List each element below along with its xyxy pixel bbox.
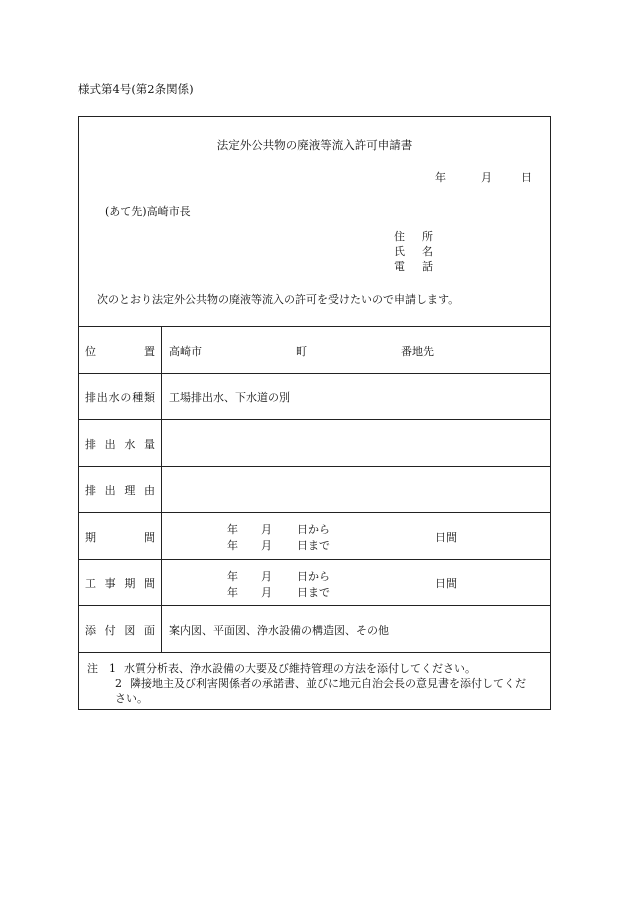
period-to-year: 年 <box>227 539 238 552</box>
work-period-from-year: 年 <box>227 570 238 583</box>
period-to-month: 月 <box>261 539 272 552</box>
phone-label: 電 話 <box>394 260 436 273</box>
date-year: 年 <box>435 171 446 184</box>
date-day: 日 <box>521 171 532 184</box>
location-lot: 番地先 <box>401 345 434 358</box>
divider <box>79 326 550 327</box>
divider <box>79 373 550 374</box>
note-2-number: 2 <box>115 677 122 690</box>
period-from-year: 年 <box>227 523 238 536</box>
notes <box>87 661 526 706</box>
date-month: 月 <box>481 171 492 184</box>
date-line <box>435 169 532 185</box>
application-statement: 次のとおり法定外公共物の廃液等流入の許可を受けたいので申請します。 <box>97 293 460 306</box>
application-form: 法定外公共物の廃液等流入許可申請書 年 月 日 (あて先)高崎市長 住 所 氏 名 電 話 次のとおり法定外公共物の廃液等流入の許可を受けたいので申請します。 位置 高崎市 町 番地先 排出水の種類 工場排出水、下水道の別 排出水量 排出理由 期間 年 月 日から 年 月 日まで 日間 工事期間 年 月 日から 年 月 日まで 日間 添付図面 案内図、平面図、浄水設備の構造図、その他 注 1 水質分析表、浄水設備の大要及び維持管理の方法を添付してください。 2 隣接地主及び利害関係者の承諾書、並びに地元自治会長の意見書を添付してくだ さい。 <box>78 116 551 710</box>
form-reference: 様式第4号(第2条関係) <box>78 82 194 96</box>
notes-prefix: 注 <box>87 662 98 675</box>
divider <box>79 605 550 606</box>
period-to-day: 日まで <box>297 539 330 552</box>
work-period-from-day: 日から <box>297 570 330 583</box>
note-1-number: 1 <box>109 662 116 675</box>
attachments-value: 案内図、平面図、浄水設備の構造図、その他 <box>169 624 389 637</box>
period-from-month: 月 <box>261 523 272 536</box>
divider <box>79 512 550 513</box>
note-1 <box>87 661 526 676</box>
discharge-type-value: 工場排出水、下水道の別 <box>169 391 290 404</box>
work-period-to-month: 月 <box>261 586 272 599</box>
period-from-day: 日から <box>297 523 330 536</box>
name-label: 氏 名 <box>394 245 436 258</box>
work-period-to-year: 年 <box>227 586 238 599</box>
work-period-days: 日間 <box>435 577 457 590</box>
note-2-text: 隣接地主及び利害関係者の承諾書、並びに地元自治会長の意見書を添付してくだ <box>130 677 526 690</box>
divider <box>79 559 550 560</box>
note-2-text-end: さい。 <box>115 692 148 705</box>
divider <box>79 419 550 420</box>
period-days: 日間 <box>435 531 457 544</box>
note-1-text: 水質分析表、浄水設備の大要及び維持管理の方法を添付してください。 <box>124 662 476 675</box>
form-title: 法定外公共物の廃液等流入許可申請書 <box>216 138 413 152</box>
divider <box>79 466 550 467</box>
applicant-labels <box>394 229 436 274</box>
work-period-to-day: 日まで <box>297 586 330 599</box>
column-divider <box>161 326 162 652</box>
divider <box>79 652 550 653</box>
location-city: 高崎市 <box>169 345 202 358</box>
work-period-from-month: 月 <box>261 570 272 583</box>
note-2-continued <box>87 691 526 706</box>
location-town: 町 <box>296 345 307 358</box>
note-2 <box>87 676 526 691</box>
addressee: (あて先)高崎市長 <box>105 205 191 218</box>
address-label: 住 所 <box>394 230 436 243</box>
